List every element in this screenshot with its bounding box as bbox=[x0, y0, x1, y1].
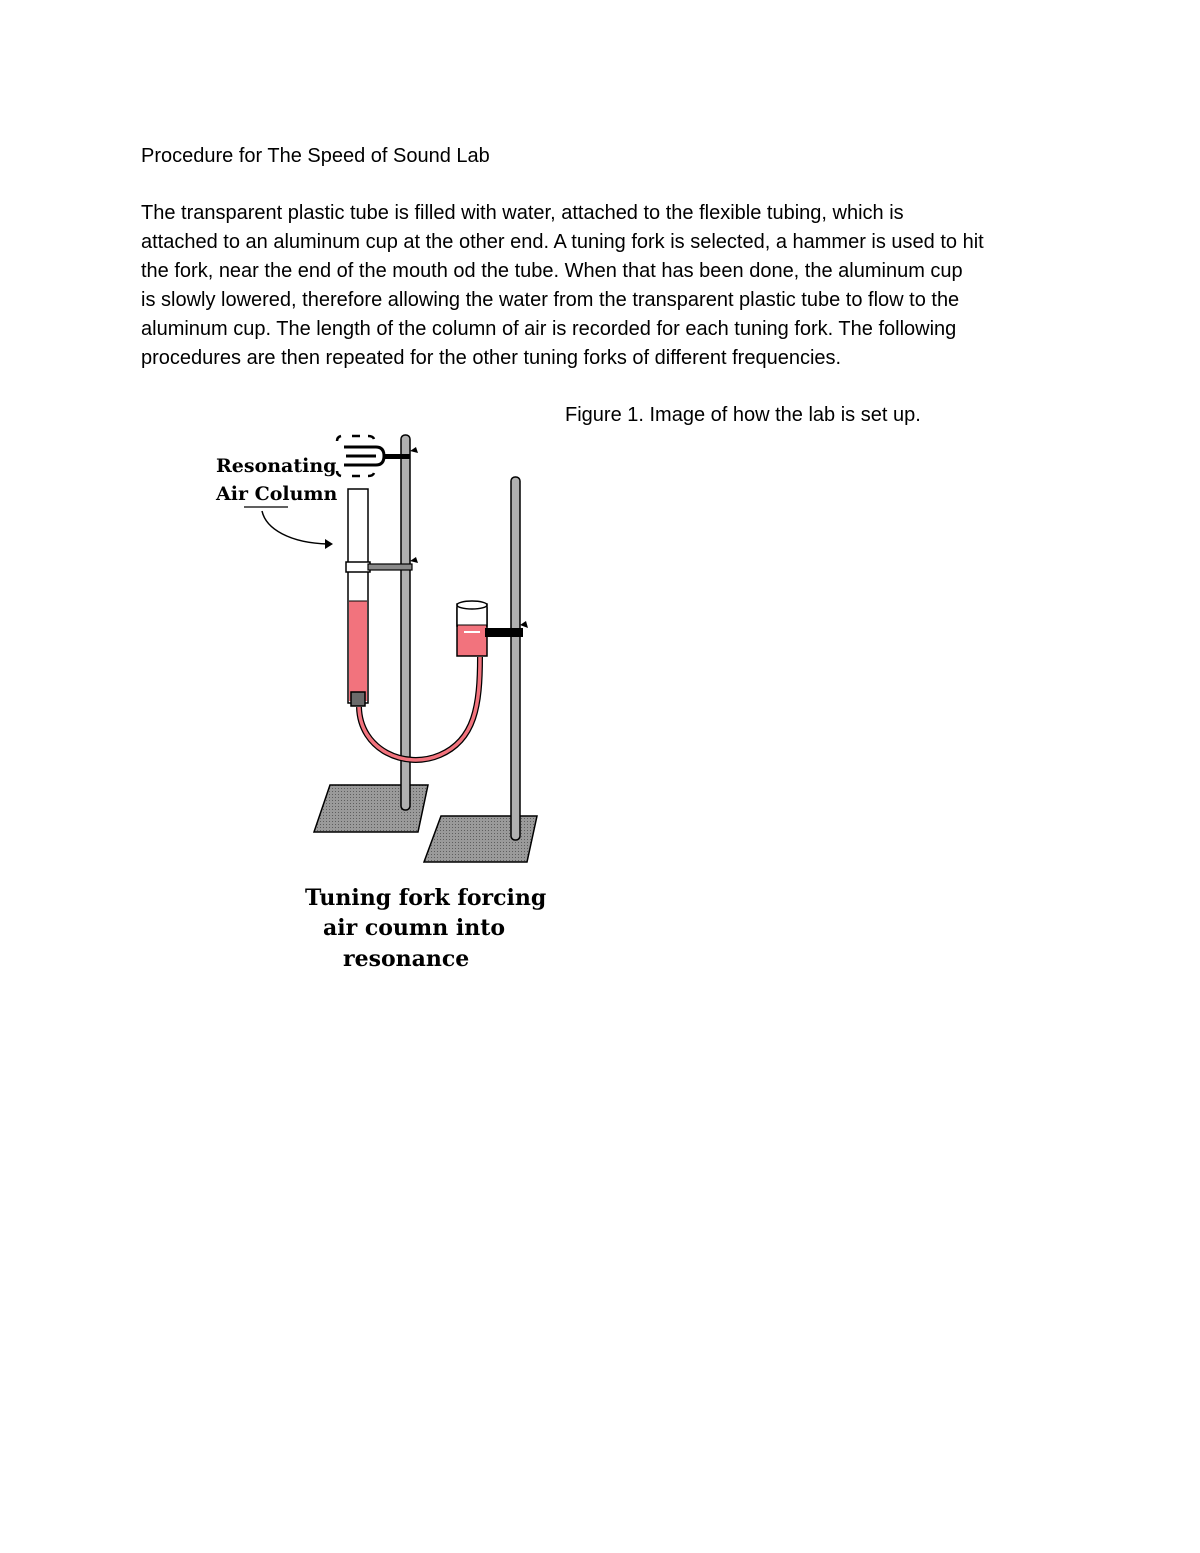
figure-caption: Figure 1. Image of how the lab is set up. bbox=[565, 404, 921, 426]
label-air-column: Air Column bbox=[216, 483, 338, 505]
lab-setup-figure bbox=[200, 425, 560, 985]
paragraph-line: procedures are then repeated for the other tuning forks of different frequencies. bbox=[141, 347, 842, 369]
tube-stopper bbox=[351, 692, 365, 706]
label-resonating: Resonating bbox=[216, 455, 337, 477]
diagram-caption-line1: Tuning fork forcing bbox=[305, 885, 547, 911]
paragraph-line: is slowly lowered, therefore allowing the water from the transparent plastic tube to flow to the bbox=[141, 289, 960, 311]
paragraph-line: the fork, near the end of the mouth od the tube. When that has been done, the aluminum cup bbox=[141, 260, 963, 282]
annotation-arrow bbox=[262, 511, 328, 544]
diagram-caption-line3: resonance bbox=[343, 946, 470, 972]
paragraph-line: aluminum cup. The length of the column of air is recorded for each tuning fork. The following bbox=[141, 318, 957, 340]
paragraph-line: The transparent plastic tube is filled with water, attached to the flexible tubing, which is bbox=[141, 202, 904, 224]
tube-clamp-arm bbox=[368, 564, 412, 570]
cup-clamp-arm bbox=[485, 628, 523, 637]
tube-clamp-band bbox=[346, 562, 370, 572]
diagram-caption-line2: air coumn into bbox=[323, 915, 506, 941]
paragraph-line: attached to an aluminum cup at the other end. A tuning fork is selected, a hammer is used to hit bbox=[141, 231, 984, 253]
left-stand-rod bbox=[401, 435, 410, 810]
left-stand-base bbox=[314, 785, 428, 832]
page-title: Procedure for The Speed of Sound Lab bbox=[141, 145, 490, 167]
lab-setup-diagram bbox=[200, 425, 560, 985]
procedure-paragraph bbox=[141, 199, 1076, 373]
aluminum-cup bbox=[457, 601, 487, 656]
right-stand-rod bbox=[511, 477, 520, 840]
water-column bbox=[349, 601, 367, 701]
